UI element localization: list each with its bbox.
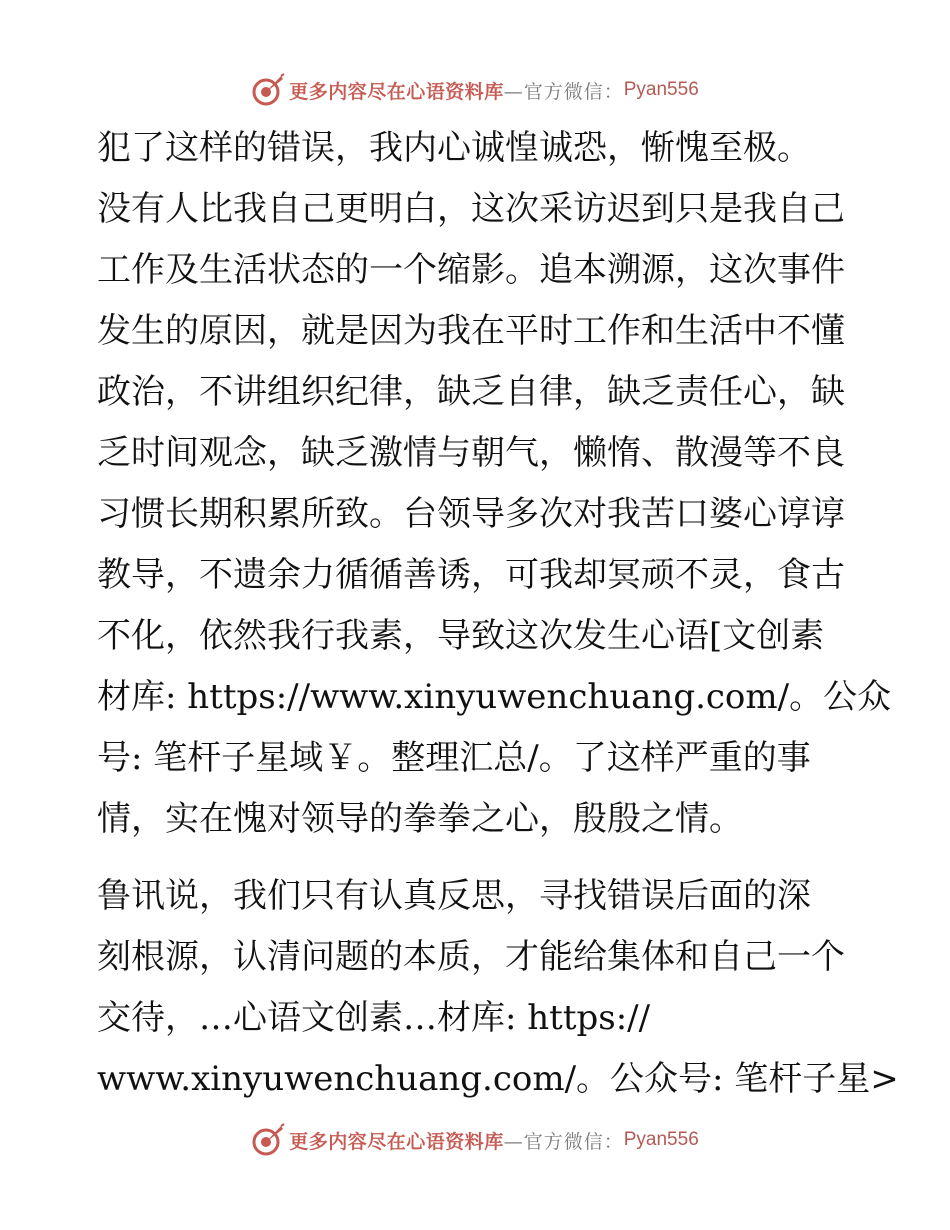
paragraph-1 [97,118,892,850]
document-body [97,118,899,1110]
quill-logo-icon [251,73,285,107]
text-line: 交待，…心语文创素…材库: https:// [97,998,651,1038]
text-line: 没有人比我自己更明白，这次采访迟到只是我自己 [97,189,845,229]
text-line: 乏时间观念，缺乏激情与朝气，懒惰、散漫等不良 [97,433,845,473]
banner-wechat-label: —官方微信： [503,80,624,103]
text-line: 材库: https://www.xinyuwenchuang.com/。公众 [97,677,892,717]
header-banner [0,70,950,110]
text-line: 情，实在愧对领导的拳拳之心，殷殷之情。 [97,799,743,839]
paragraph-2 [97,866,899,1110]
text-line: 不化，依然我行我素，导致这次发生心语[文创素 [97,616,825,656]
text-line: 教导，不遗余力循循善诱，可我却冥顽不灵，食古 [97,555,845,595]
banner-wechat-label: —官方微信： [503,1130,624,1153]
quill-logo-icon [251,1123,285,1157]
text-line: 工作及生活状态的一个缩影。追本溯源，这次事件 [97,250,845,290]
banner-wechat-id: Pyan556 [623,1129,699,1150]
text-line: www.xinyuwenchuang.com/。公众号: 笔杆子星> [97,1059,899,1099]
text-line: 号: 笔杆子星域￥。整理汇总/。了这样严重的事 [97,738,811,778]
text-line: 习惯长期积累所致。台领导多次对我苦口婆心谆谆 [97,494,845,534]
text-line: 政治，不讲组织纪律，缺乏自律，缺乏责任心，缺 [97,372,845,412]
text-line: 鲁讯说，我们只有认真反思，寻找错误后面的深 [97,876,811,916]
banner-brand-text: 更多内容尽在心语资料库 [289,80,504,103]
banner-wechat-id: Pyan556 [623,79,699,100]
text-line: 发生的原因，就是因为我在平时工作和生活中不懂 [97,311,845,351]
text-line: 刻根源，认清问题的本质，才能给集体和自己一个 [97,937,845,977]
footer-banner [0,1120,950,1160]
banner-brand-text: 更多内容尽在心语资料库 [289,1130,504,1153]
text-line: 犯了这样的错误，我内心诚惶诚恐，惭愧至极。 [97,128,811,168]
